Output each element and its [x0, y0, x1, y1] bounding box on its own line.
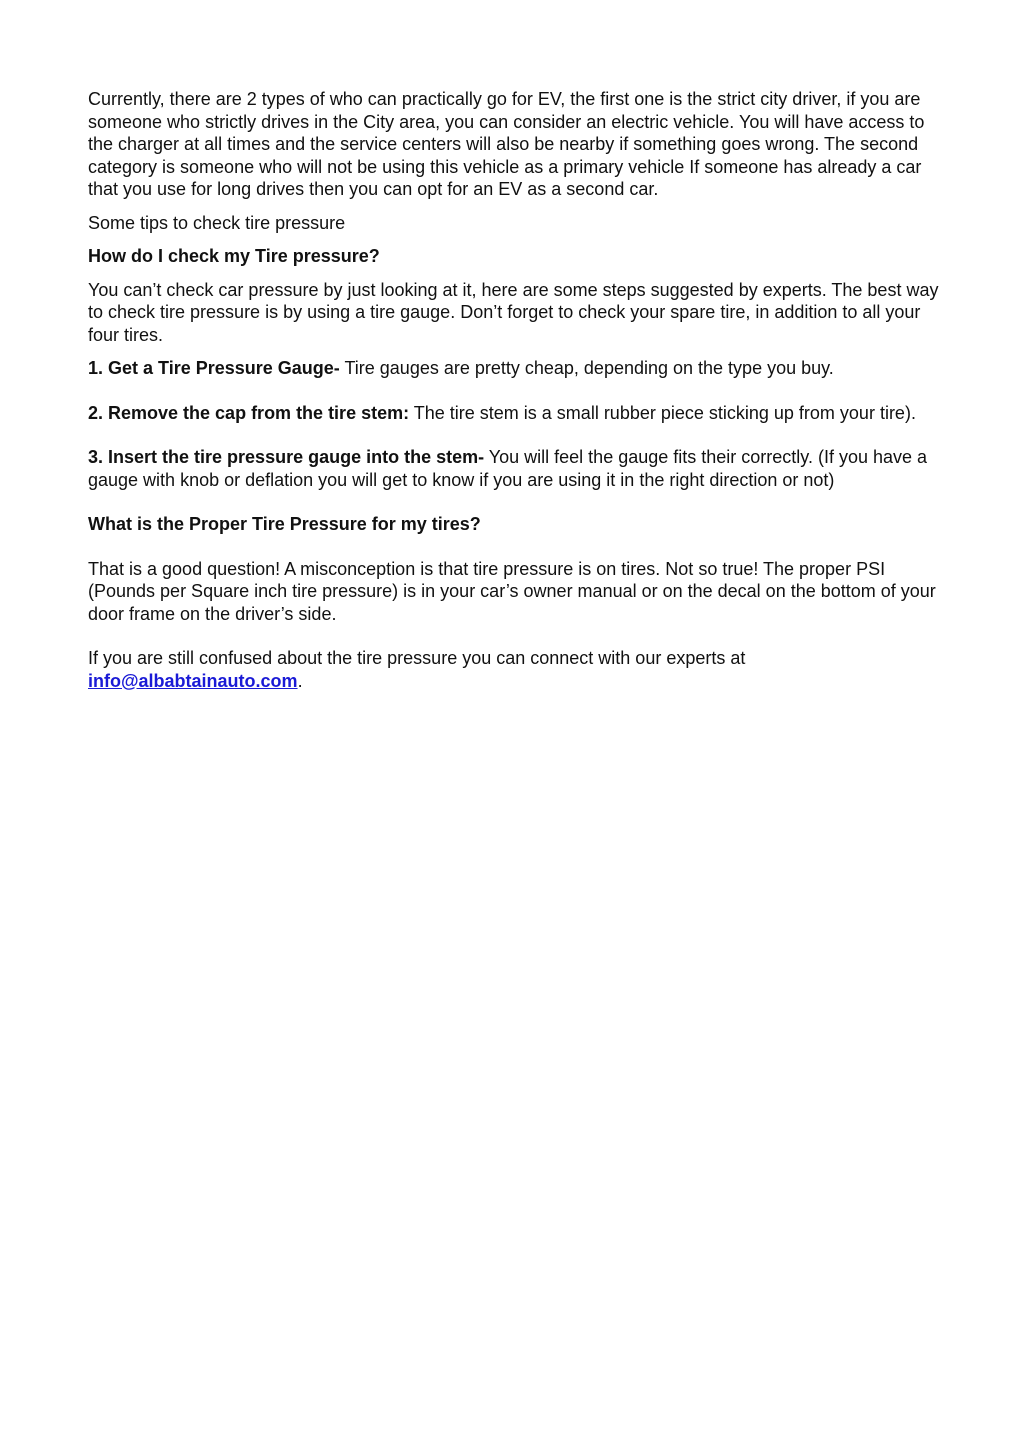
- intro-paragraph: Currently, there are 2 types of who can practically go for EV, the first one is the strict city driver, if you are someone who strictly drives in the City area, you can consider an electric vehicle. You will have access to the charger at all times and the service centers will also be nearby if something goes wrong. The second category is someone who will not be using this vehicle as a primary vehicle If someone has already a car that you use for long drives then you can opt for an EV as a second car.: [88, 89, 925, 199]
- contact-text: If you are still confused about the tire pressure you can connect with our experts at: [88, 648, 746, 668]
- step-1-title: 1. Get a Tire Pressure Gauge-: [88, 358, 340, 378]
- document-page: [88, 88, 948, 692]
- step-3-text: You will feel the gauge fits their correctly. (If you have a gauge with knob or deflation you will get to know if you are using it in the right direction or not): [88, 447, 928, 490]
- step-1-text: Tire gauges are pretty cheap, depending on the type you buy.: [339, 358, 834, 378]
- step-1: [88, 357, 948, 380]
- step-3: [88, 446, 948, 491]
- heading-proper-tire-pressure: What is the Proper Tire Pressure for my tires?: [88, 514, 481, 534]
- check-paragraph: You can’t check car pressure by just looking at it, here are some steps suggested by experts. The best way to check tire pressure is by using a tire gauge. Don’t forget to check your spare tire, in addition to all your four tires.: [88, 279, 939, 345]
- contact-paragraph: [88, 647, 948, 692]
- contact-period: .: [297, 670, 303, 691]
- step-2-title: 2. Remove the cap from the tire stem:: [88, 402, 410, 423]
- step-2: [88, 402, 948, 425]
- proper-paragraph: That is a good question! A misconception is that tire pressure is on tires. Not so true! The proper PSI (Pounds per Square inch tire pressure) is in your car’s owner manual or on the decal on the bottom of your door frame on the driver’s side.: [88, 558, 936, 624]
- email-link[interactable]: info@albabtainauto.com: [88, 670, 298, 691]
- step-2-text: The tire stem is a small rubber piece sticking up from your tire).: [409, 402, 916, 423]
- heading-check-tire-pressure: How do I check my Tire pressure?: [88, 246, 380, 266]
- step-3-title: 3. Insert the tire pressure gauge into the stem-: [88, 447, 485, 467]
- tips-intro: Some tips to check tire pressure: [88, 212, 346, 233]
